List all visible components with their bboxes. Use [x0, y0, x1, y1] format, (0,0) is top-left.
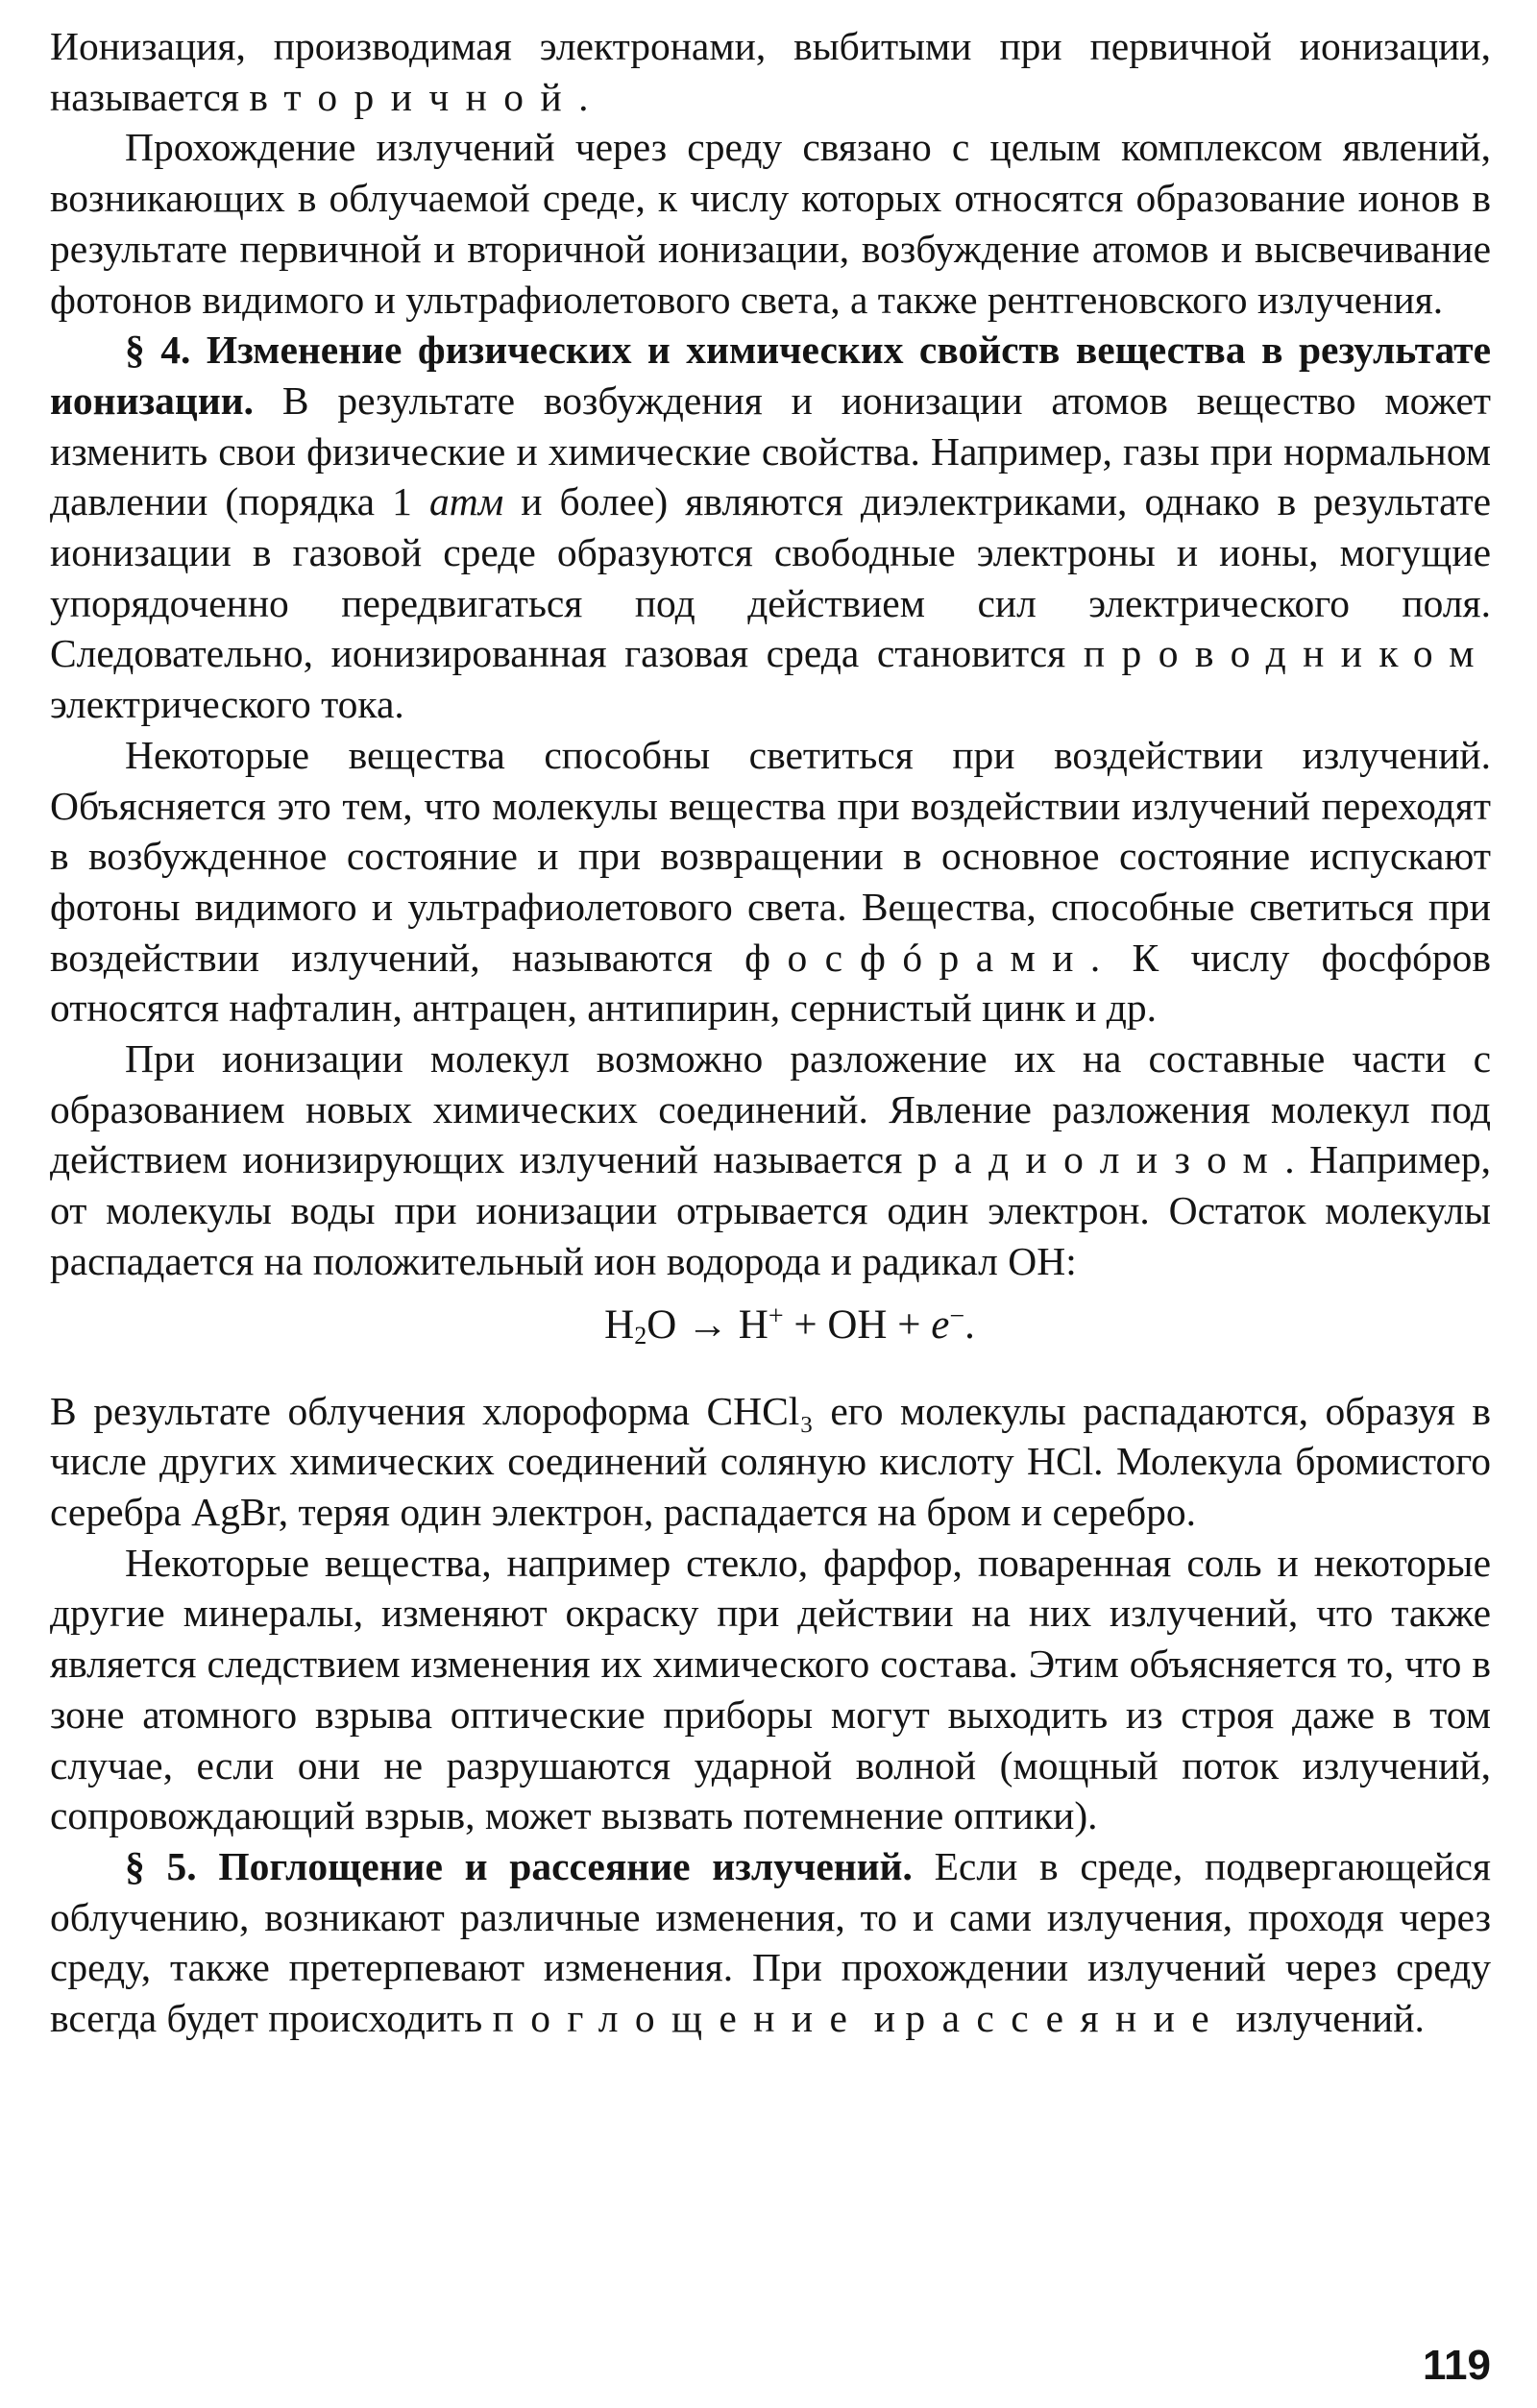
paragraph-secondary-ionization — [50, 21, 1491, 122]
text-run: При ионизации молекул возможно разложение их на составные части с образованием новых химических соединений. Явление разложения молекул под действием ионизирующих излучений называется — [50, 1036, 1491, 1182]
text-run: и более) являются диэлектриками, однако в результате ионизации в газовой среде образуются свободные электроны и ионы, могущие упорядоченно передвигаться под действием сил электрического поля. Следовательно, ионизированная газовая среда становится — [50, 479, 1492, 676]
paragraph-radiolysis — [50, 1034, 1491, 1287]
paragraph-phosphors — [50, 730, 1491, 1034]
spaced-term: поглощение — [492, 1996, 865, 2041]
formula-part: + OH + — [783, 1301, 932, 1348]
text-run: В результате возбуждения и ионизации атомов вещество может изменить свои физические и химические свойства. Например, газы при нормальном давлении (порядка 1 — [50, 377, 1491, 524]
formula-electron: e — [931, 1301, 950, 1348]
formula-part: O → H — [647, 1301, 768, 1348]
section-5 — [50, 1841, 1491, 2044]
text-run: Если в среде, подвергающейся облучению, возникают различные изменения, то и сами излучения, проходя через среду, также претерпевают изменения. При прохождении излучений через среду всегда будет происходить — [50, 1843, 1491, 2041]
formula-subscript: 2 — [634, 1321, 647, 1350]
text-run: и — [864, 1996, 906, 2041]
unit-atm: атм — [428, 479, 504, 524]
formula-part: H — [604, 1301, 635, 1348]
text-run: Некоторые вещества способны светиться при воздействии излучений. Объясняется это тем, что молекулы вещества при воздействии излучений переходят в возбужденное состояние и при возвращении в основное состояние испускают фотоны видимого и ультрафиолетового света. Вещества, способные светиться при воздействии излучений, называются — [50, 732, 1491, 980]
paragraph-chloroform: В результате облучения хлороформа CHCl₃ его молекулы распадаются, образуя в числе других химических соединений соляную кислоту HCl. Молекула бромистого серебра AgBr, теряя один электрон, распадается на бром и серебро. — [50, 1388, 1491, 1534]
text-run: . Например, от молекулы воды при ионизации отрывается один электрон. Остаток молекулы распадается на положительный ион водорода и радикал OH: — [50, 1137, 1491, 1283]
text-run: электрического тока. — [50, 682, 404, 727]
spaced-term: проводником — [1083, 631, 1491, 676]
text-run: . — [578, 74, 589, 119]
spaced-term: фосфóрами — [744, 935, 1090, 980]
spaced-term: рассеяние — [905, 1996, 1227, 2041]
text-run: . К числу фосфóров относятся нафталин, антрацен, антипирин, сернистый цинк и др. — [50, 935, 1491, 1031]
formula-superscript: − — [949, 1301, 965, 1331]
section-5-heading: § 5. Поглощение и рассеяние излучений. — [125, 1843, 913, 1888]
section-4-heading: § 4. Изменение физических и химических свойств вещества в результате ионизации. — [50, 328, 1491, 423]
book-page — [50, 21, 1491, 2044]
paragraph-radiation-passage: Прохождение излучений через среду связано с целым комплексом явлений, возникающих в облучаемой среде, к числу которых относятся образование ионов в результате первичной и вторичной ионизации, возбуждение атомов и высвечивание фотонов видимого и ультрафиолетового света, а также рентгеновского излучения. — [50, 125, 1491, 322]
spaced-term: радиолизом — [916, 1137, 1285, 1182]
section-4 — [50, 325, 1491, 730]
spaced-term: вторичной — [249, 74, 579, 119]
text-run: Ионизация, производимая электронами, выбитыми при первичной ионизации, называется — [50, 24, 1491, 119]
formula-part: . — [964, 1301, 975, 1348]
text-run: излучений. — [1226, 1996, 1425, 2041]
formula-superscript: + — [768, 1301, 784, 1331]
paragraph-coloring: Некоторые вещества, например стекло, фарфор, поваренная соль и некоторые другие минералы, изменяют окраску при действии на них излучений, что также является следствием изменения их химического состава. Этим объясняется то, что в зоне атомного взрыва оптические приборы могут выходить из строя даже в том случае, если они не разрушаются ударной волной (мощный поток излучений, сопровождающий взрыв, может вызвать потемнение оптики). — [50, 1540, 1491, 1838]
page-number: 119 — [1423, 2342, 1491, 2389]
water-radiolysis-equation — [50, 1297, 1491, 1365]
